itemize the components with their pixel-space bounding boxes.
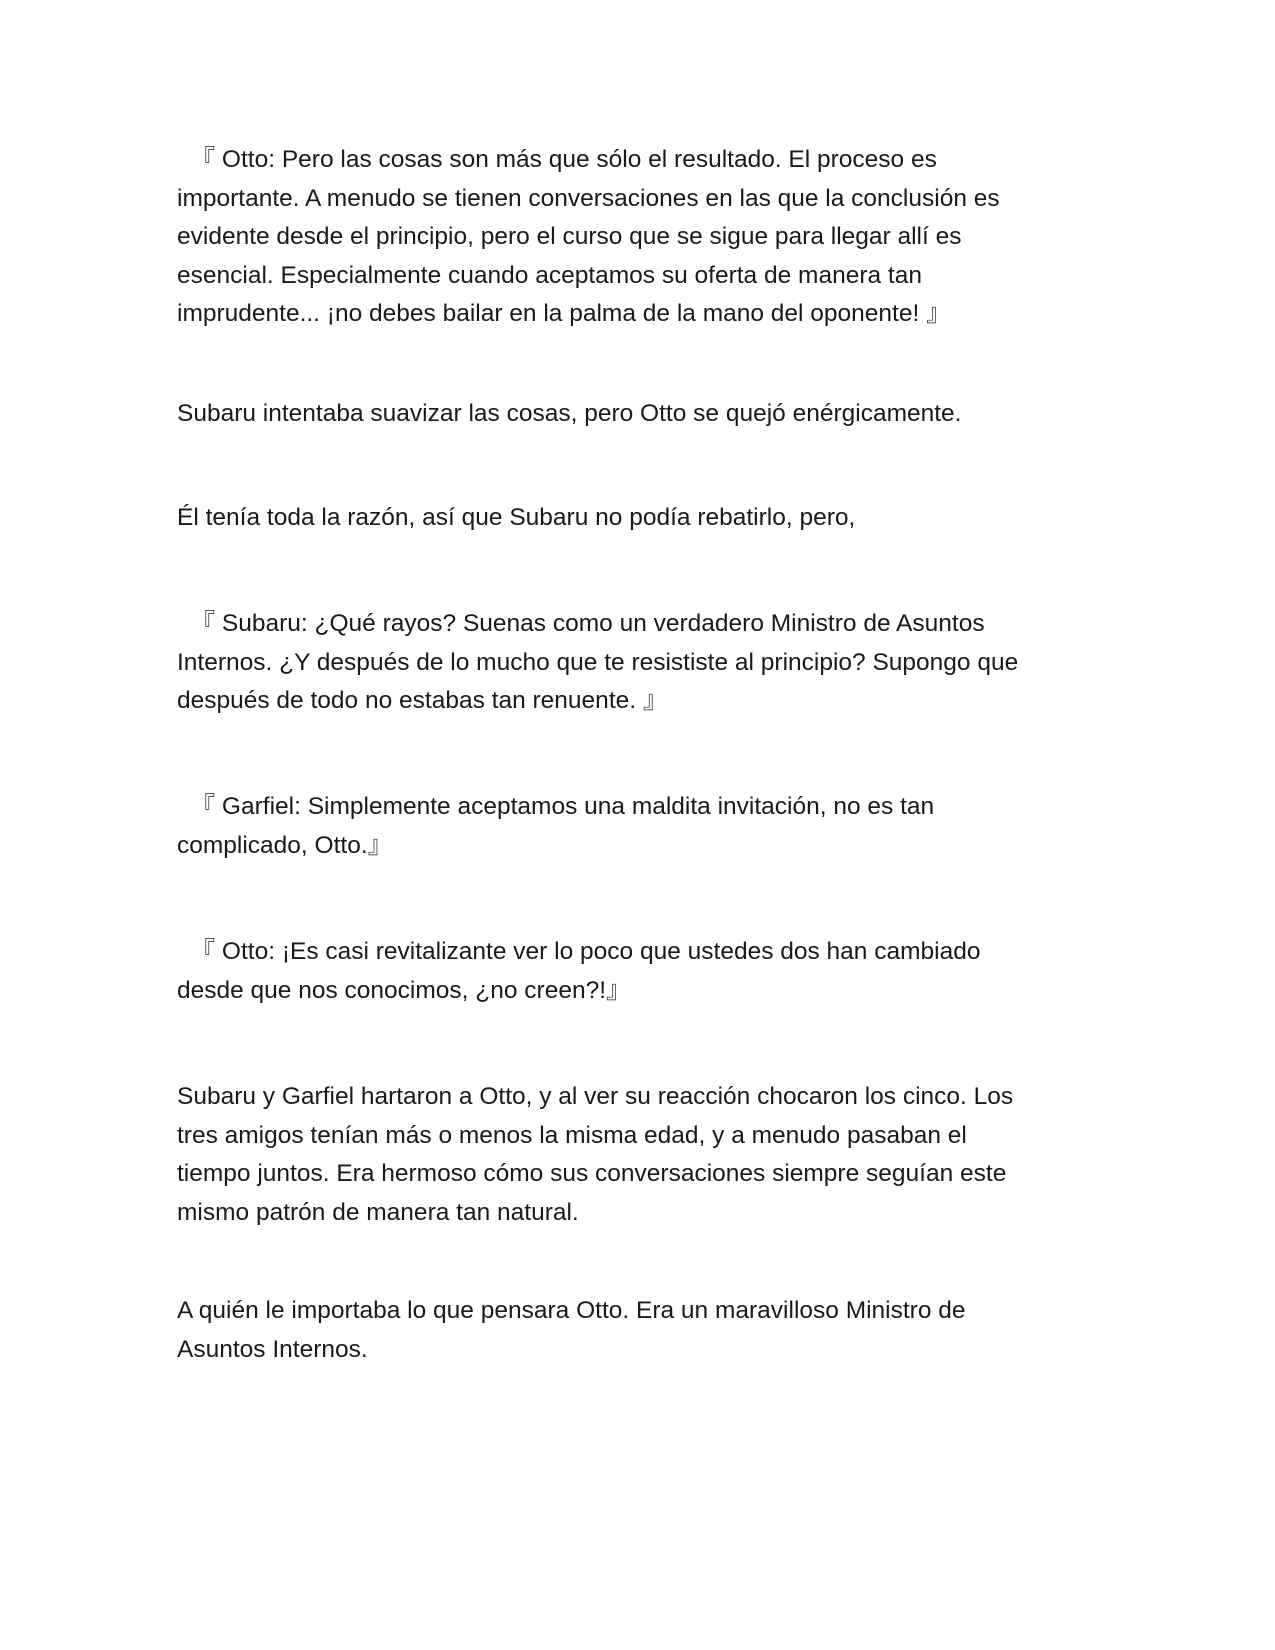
paragraph-otto-process: 『 Otto: Pero las cosas son más que sólo el resultado. El proceso es importante. A menudo se tienen conversaciones en las que la conclusión es evidente desde el principio, pero el curso que se sigue para llegar allí es esencial. Especialmente cuando aceptamos su oferta de manera tan imprudente... ¡no debes bailar en la palma de la mano del oponente! 』: [177, 146, 1000, 327]
paragraph-subaru-smooth: Subaru intentaba suavizar las cosas, pero Otto se quejó enérgicamente.: [177, 400, 962, 427]
paragraph-otto-revitalizing: 『 Otto: ¡Es casi revitalizante ver lo poco que ustedes dos han cambiado desde que nos conocimos, ¿no creen?!』: [177, 938, 981, 1004]
paragraph-subaru-minister: 『 Subaru: ¿Qué rayos? Suenas como un verdadero Ministro de Asuntos Internos. ¿Y después de lo mucho que te resististe al principio? Supongo que después de todo no estabas tan renuente. 』: [177, 610, 1019, 714]
paragraph-garfiel-invitation: 『 Garfiel: Simplemente aceptamos una maldita invitación, no es tan complicado, Otto.』: [177, 793, 935, 859]
paragraph-he-was-right: Él tenía toda la razón, así que Subaru no podía rebatirlo, pero,: [177, 504, 856, 531]
paragraph-wonderful-minister: A quién le importaba lo que pensara Otto. Era un maravilloso Ministro de Asuntos Internos.: [177, 1297, 966, 1363]
paragraph-high-five: Subaru y Garfiel hartaron a Otto, y al ver su reacción chocaron los cinco. Los tres amigos tenían más o menos la misma edad, y a menudo pasaban el tiempo juntos. Era hermoso cómo sus conversaciones siempre seguían este mismo patrón de manera tan natural.: [177, 1083, 1014, 1226]
